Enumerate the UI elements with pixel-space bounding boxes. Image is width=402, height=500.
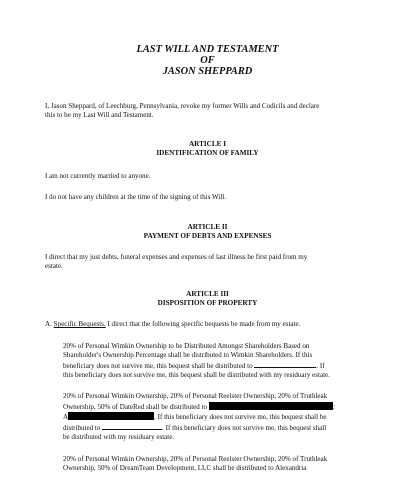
article-1-title: IDENTIFICATION OF FAMILY [156,148,259,157]
title-line-1: LAST WILL AND TESTAMENT [136,44,279,55]
intro-paragraph [45,102,370,121]
document-title [45,44,370,77]
redaction-bar [209,402,333,410]
article-2-title: PAYMENT OF DEBTS AND EXPENSES [143,231,272,240]
blank-line [102,423,162,430]
family-paragraph-2: I do not have any children at the time of the signing of this Will. [45,193,227,202]
bequest-3 [63,455,370,474]
article-3-heading [45,290,370,308]
specific-bequests-text: I direct that the following specific bequests be made from my estate. [107,320,301,329]
intro-line-1: I, Jason Sheppard, of Leechburg, Pennsylvania, revoke my former Wills and Codicils and declare [45,102,320,110]
article-1-number: ARTICLE I [188,139,227,148]
article-3-number: ARTICLE III [186,290,229,299]
bequest-3-line-1: 20% of Personal Wimkin Ownership, 20% of Personal Reelster Ownership, 20% of Truthleak [63,454,328,463]
article-2-number: ARTICLE II [187,222,228,231]
bequest-2-line-5: be distributed with my residuary estate. [63,433,175,442]
debts-line-1: I direct that my just debts, funeral expenses and expenses of last illness be first paid from my [45,252,308,261]
intro-line-2: this to be my Last Will and Testament. [45,111,154,120]
bequest-1-line-4: this beneficiary does not survive me, this bequest shall be distributed with my residuary estate. [63,371,330,380]
section-a-prefix: A. [45,320,52,329]
bequest-2 [63,392,370,442]
bequest-2-line-2a: Ownership, 50% of DateRed shall be distributed to [63,402,208,411]
blank-line [254,361,316,368]
debts-line-2: estate. [45,262,63,271]
article-3-title: DISPOSITION OF PROPERTY [157,299,258,308]
bequest-1-line-1: 20% of Personal Wimkin Ownership to be Distributed Amongst Shareholders Based on [63,341,310,350]
bequest-2-line-1: 20% of Personal Wimkin Ownership, 20% of Personal Reelster Ownership, 20% of Truthleak [63,392,328,401]
bequest-2-line-4b: . If this beneficiary does not survive me, this bequest shall [162,423,327,432]
title-line-2: OF [200,55,215,66]
bequest-2-line-3a: A [63,413,69,422]
specific-bequests-label: Specific Bequests. [53,320,106,329]
family-paragraph-1: I am not currently married to anyone. [45,171,151,180]
specific-bequests-paragraph [45,320,370,329]
bequest-2-line-4a: distributed to [63,423,101,432]
debts-paragraph [45,253,370,272]
bequest-2-line-3b: . If this beneficiary does not survive me, this bequest shall be [154,413,327,422]
bequest-1-line-2: Shareholder's Ownership Percentage shall be distributed to Wimkin Shareholders. If this [63,351,313,360]
article-2-heading [45,223,370,241]
redaction-bar [68,412,154,420]
bequest-1-line-3b: . If [316,361,325,370]
title-line-3: JASON SHEPPARD [162,66,253,77]
bequest-1 [63,342,370,381]
bequest-1-line-3a: beneficiary does not survive me, this bequest shall be distributed to [63,361,253,370]
bequest-2-line-2b: : [332,402,335,411]
bequest-3-line-2: Ownership, 50% of DreamTeam Development, LLC shall be distributed to Alexandria [63,463,307,472]
article-1-heading [45,140,370,158]
